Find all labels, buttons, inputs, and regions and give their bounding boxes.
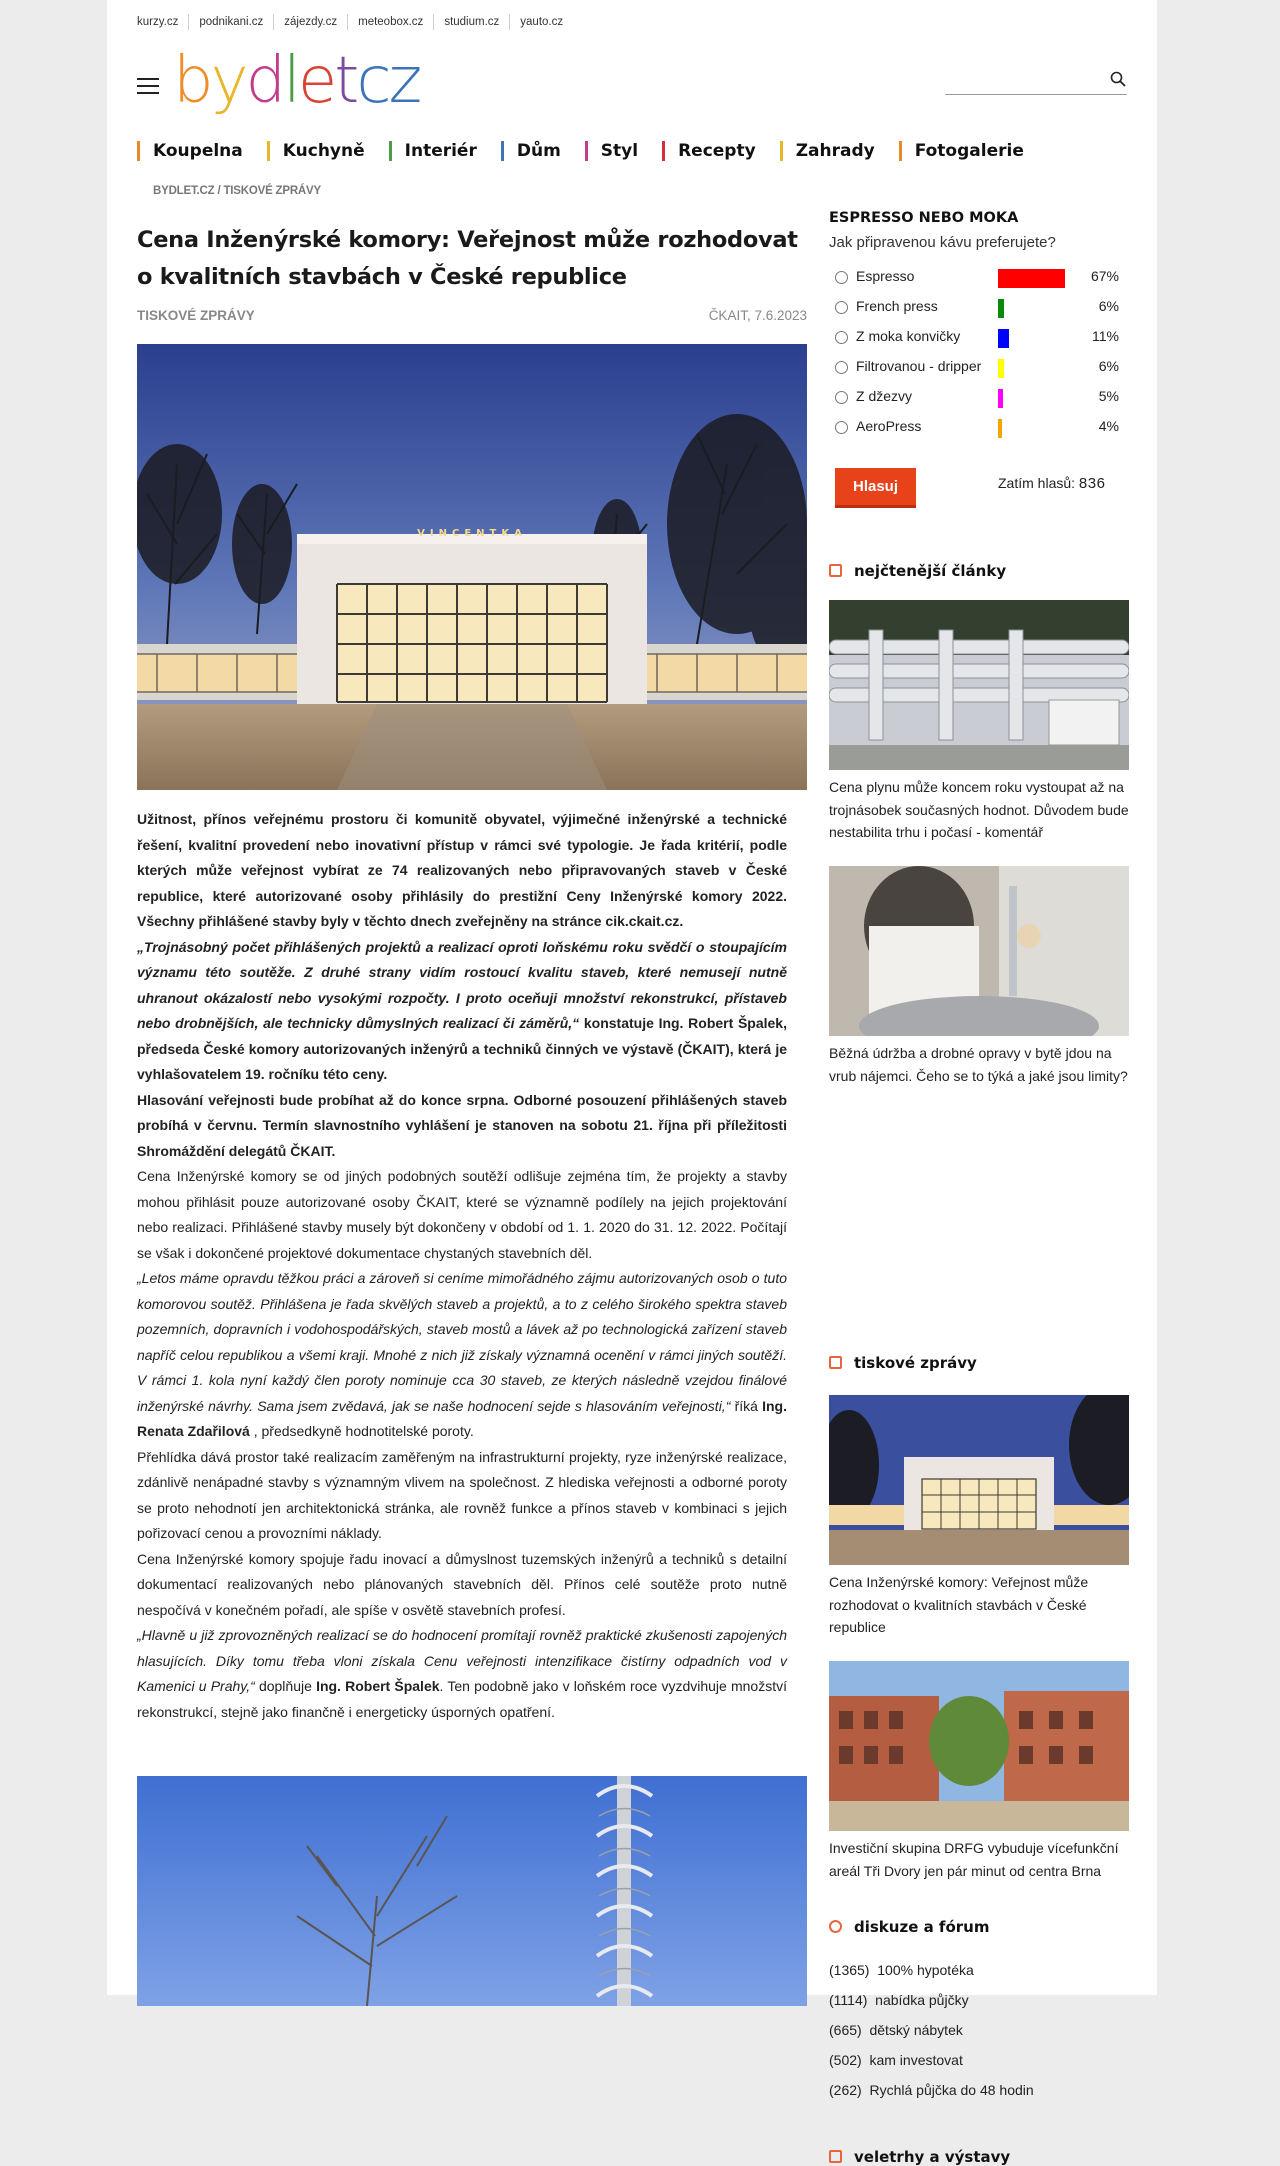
poll-option[interactable] bbox=[829, 265, 1129, 295]
site-logo[interactable]: bydletcz bbox=[173, 44, 420, 118]
poll-question: Jak připravenou kávu preferujete? bbox=[829, 234, 1056, 251]
search-input[interactable] bbox=[945, 66, 1095, 92]
forum-item[interactable] bbox=[829, 1985, 1034, 2015]
poll-result-bar bbox=[998, 359, 1004, 378]
press-title: tiskové zprávy bbox=[854, 1354, 977, 1372]
nav-zahrady[interactable]: Zahrady bbox=[780, 141, 875, 161]
vote-count-value: 836 bbox=[1078, 475, 1106, 492]
press-link-1[interactable]: Cena Inženýrské komory: Veřejnost může rozhodovat o kvalitních stavbách v České republice bbox=[829, 1574, 1089, 1635]
most-read-link-1[interactable]: Cena plynu může koncem roku vystoupat až na trojnásobek současných hodnot. Důvodem bude nestabilita trhu i počasí - komentář bbox=[829, 779, 1129, 840]
quote-attribution: konstatuje Ing. Robert Špalek, předseda České komory autorizovaných inženýrů a techniků činných ve výstavě (ČKAIT), která je vyhlašovatelem 19. ročníku této ceny. bbox=[137, 1015, 787, 1082]
most-read-image-1[interactable] bbox=[829, 600, 1129, 770]
poll-option[interactable] bbox=[829, 295, 1129, 325]
poll-radio[interactable] bbox=[835, 361, 848, 374]
poll-radio[interactable] bbox=[835, 391, 848, 404]
nav-styl[interactable]: Styl bbox=[585, 141, 638, 161]
nav-fotogalerie[interactable]: Fotogalerie bbox=[899, 141, 1024, 161]
article-paragraph: Užitnost, přínos veřejnému prostoru či komunitě obyvatel, výjimečné inženýrské a technické řešení, kvalitní provedení nebo inovativní přístup v rámci své typologie. Je řada kritérií, podle kterých může veřejnost vybírat ze 74 realizovaných nebo připravovaných staveb v České republice, které autorizované osoby přihlásily do prestižní Ceny Inženýrské komory 2022. Všechny přihlášené stavby byly v těchto dnech zveřejněny na stránce cik.ckait.cz. bbox=[137, 811, 787, 929]
forum-link[interactable]: nabídka půjčky bbox=[875, 1992, 969, 2008]
quote-verb: říká bbox=[730, 1397, 763, 1414]
poll-option-label: Z džezvy bbox=[856, 388, 913, 404]
poll-radio[interactable] bbox=[835, 331, 848, 344]
forum-link[interactable]: Rychlá půjčka do 48 hodin bbox=[869, 2082, 1034, 2098]
forum-count: (502) bbox=[829, 2052, 862, 2068]
quote-attribution: . Ten podobně jako v loňském roce vyzdvihuje množství rekonstrukcí, stejně jako finančně i energeticky úsporných opatření. bbox=[137, 1678, 787, 1720]
article-paragraph bbox=[137, 1266, 787, 1445]
poll-percent: 11% bbox=[1092, 328, 1119, 344]
calendar-icon bbox=[829, 2150, 842, 2163]
nav-interier[interactable]: Interiér bbox=[389, 141, 477, 161]
nav-recepty[interactable]: Recepty bbox=[662, 141, 756, 161]
most-read-link-2[interactable]: Běžná údržba a drobné opravy v bytě jdou na vrub nájemci. Čeho se to týká a jaké jsou limity? bbox=[829, 1045, 1128, 1084]
poll-option[interactable] bbox=[829, 385, 1129, 415]
portal-link-kurzy[interactable]: kurzy.cz bbox=[137, 16, 179, 28]
quote-text: „Letos máme opravdu těžkou práci a zároveň si ceníme mimořádného zájmu autorizovaných osob o tuto komorovou soutěž. Přihlášena je řada skvělých staveb a projektů, a to z celého širokého spektra staveb pozemních, dopravních i vodohospodářských, staveb mostů a lávek až po technologická zařízení staveb napříč celou republikou a všemi kraji. Mnohé z nich již získaly významná ocenění v rámci jiných soutěží. V rámci 1. kola nyní každý člen poroty nominuje cca 30 staveb, ze kterých následně vzejdou finálové inženýrské návrhy. Sama jsem zvědavá, jak se naše hodnocení sejde s hlasováním veřejnosti,“ bbox=[137, 1270, 787, 1414]
quote-author: Ing. Robert Špalek bbox=[316, 1678, 440, 1694]
quote-verb: doplňuje bbox=[254, 1678, 317, 1694]
search-box bbox=[945, 66, 1127, 95]
forum-link[interactable]: 100% hypotéka bbox=[877, 1962, 974, 1978]
poll-result-bar bbox=[998, 299, 1004, 318]
portal-link-zajezdy[interactable]: zájezdy.cz bbox=[273, 14, 347, 30]
article-paragraph: Hlasování veřejnosti bude probíhat až do konce srpna. Odborné posouzení přihlášených staveb probíhá v červnu. Termín slavnostního vyhlášení je stanoven na sobotu 21. října při příležitosti Shromáždění delegátů ČKAIT. bbox=[137, 1091, 787, 1159]
poll-radio[interactable] bbox=[835, 421, 848, 434]
breadcrumb-current[interactable]: TISKOVÉ ZPRÁVY bbox=[223, 185, 321, 197]
poll-result-bar bbox=[998, 389, 1003, 408]
article-paragraph: Cena Inženýrské komory spojuje řadu inovací a důmyslnost tuzemských inženýrů a techniků s detailní dokumentací realizovaných nebo plánovaných stavebních děl. Přínos celé soutěže proto nutně nespočívá v konečném pořadí, ale spíše v osvětě stavebních profesí. bbox=[137, 1550, 787, 1618]
poll-option[interactable] bbox=[829, 325, 1129, 355]
forum-count: (1114) bbox=[829, 1992, 868, 2008]
comment-icon bbox=[829, 564, 842, 577]
poll-option-label: AeroPress bbox=[856, 418, 922, 434]
poll-option[interactable] bbox=[829, 415, 1129, 445]
poll-percent: 4% bbox=[1098, 418, 1119, 434]
poll-result-bar bbox=[998, 329, 1009, 348]
nav-kuchyne[interactable]: Kuchyně bbox=[267, 141, 365, 161]
breadcrumb-separator: / bbox=[214, 185, 224, 197]
article-category[interactable]: TISKOVÉ ZPRÁVY bbox=[137, 308, 255, 323]
nav-koupelna[interactable]: Koupelna bbox=[137, 141, 243, 161]
fairs-heading bbox=[829, 2148, 1010, 2166]
page bbox=[107, 0, 1157, 2166]
user-icon bbox=[829, 1920, 842, 1933]
poll-percent: 67% bbox=[1090, 268, 1119, 284]
poll-radio[interactable] bbox=[835, 301, 848, 314]
article-photo-tower bbox=[137, 1776, 807, 2006]
poll-option-label: French press bbox=[856, 298, 938, 314]
menu-icon[interactable] bbox=[137, 78, 159, 94]
breadcrumb-home[interactable]: BYDLET.CZ bbox=[153, 185, 215, 197]
forum-heading bbox=[829, 1918, 989, 1936]
vote-count bbox=[998, 475, 1105, 492]
poll-percent: 6% bbox=[1098, 298, 1119, 314]
article-source-date: ČKAIT, 7.6.2023 bbox=[708, 308, 807, 323]
article-paragraph bbox=[137, 1623, 787, 1725]
most-read-image-2[interactable] bbox=[829, 866, 1129, 1036]
poll-result-bar bbox=[998, 269, 1065, 288]
comment-icon bbox=[829, 1356, 842, 1369]
vote-count-label: Zatím hlasů: bbox=[998, 475, 1076, 491]
poll-percent: 6% bbox=[1098, 358, 1119, 374]
forum-item[interactable] bbox=[829, 2015, 1034, 2045]
poll-radio[interactable] bbox=[835, 271, 848, 284]
nav-dum[interactable]: Dům bbox=[501, 141, 561, 161]
poll-option[interactable] bbox=[829, 355, 1129, 385]
hero-image bbox=[137, 344, 807, 790]
search-icon[interactable] bbox=[1109, 70, 1127, 88]
portal-links bbox=[137, 14, 573, 30]
portal-link-podnikani[interactable]: podnikani.cz bbox=[188, 14, 273, 30]
hero-sign: VINCENTKA bbox=[417, 528, 527, 539]
most-read-heading bbox=[829, 562, 1006, 580]
article-paragraph: Přehlídka dává prostor také realizacím zaměřeným na infrastrukturní projekty, ryze inženýrské realizace, zdánlivě nenápadné stavby s významným vlivem na společnost. Z hlediska veřejnosti a odborné poroty se proto nehodnotí jen architektonická stránka, ale rovněž funkce a přínos staveb v kombinaci s jejich pořizovací cenou a provozními náklady. bbox=[137, 1448, 787, 1541]
poll-option-label: Filtrovanou - dripper bbox=[856, 358, 982, 374]
portal-link-yauto[interactable]: yauto.cz bbox=[509, 14, 573, 30]
quote-text: „Hlavně u již zprovozněných realizací se do hodnocení promítají rovněž praktické zkušenosti zapojených hlasujících. Díky tomu třeba vloni získala Cenu veřejnosti intenzifikace čistírny odpadních vod v Kamenici u Prahy,“ bbox=[137, 1627, 787, 1694]
forum-list bbox=[829, 1955, 1034, 2105]
press-heading bbox=[829, 1354, 977, 1372]
portal-link-studium[interactable]: studium.cz bbox=[433, 14, 509, 30]
vote-button[interactable]: Hlasuj bbox=[835, 468, 916, 508]
quote-author: Ing. Renata Zdařilová bbox=[137, 1397, 787, 1439]
forum-count: (665) bbox=[829, 2022, 862, 2038]
breadcrumb bbox=[153, 185, 321, 197]
quote-text: „Trojnásobný počet přihlášených projektů a realizací oproti loňskému roku svědčí o stoupajícím významu této soutěže. Z druhé strany vidím rostoucí kvalitu staveb, které nemusejí nutně uhranout okázalostí nebo vysokými rozpočty. I proto oceňuji množství rekonstrukcí, přístaveb nebo drobnějších, ale technicky důmyslných realizací či záměrů,“ bbox=[137, 938, 787, 1031]
poll-title: ESPRESSO NEBO MOKA bbox=[829, 210, 1019, 226]
most-read-title: nejčtenější články bbox=[854, 562, 1007, 580]
forum-count: (1365) bbox=[829, 1962, 870, 1978]
press-link-2[interactable]: Investiční skupina DRFG vybuduje vícefunkční areál Tři Dvory jen pár minut od centra Brna bbox=[829, 1840, 1119, 1879]
poll-option-label: Z moka konvičky bbox=[856, 328, 961, 344]
poll-result-bar bbox=[998, 419, 1002, 438]
press-image-2[interactable] bbox=[829, 1661, 1129, 1831]
portal-link-meteobox[interactable]: meteobox.cz bbox=[347, 14, 433, 30]
forum-item[interactable] bbox=[829, 2075, 1034, 2105]
poll-percent: 5% bbox=[1098, 388, 1119, 404]
forum-link[interactable]: kam investovat bbox=[869, 2052, 963, 2068]
forum-count: (262) bbox=[829, 2082, 862, 2098]
article bbox=[137, 222, 807, 1720]
article-paragraph: Cena Inženýrské komory se od jiných podobných soutěží odlišuje zejména tím, že projekty a stavby mohou přihlásit pouze autorizované osoby ČKAIT, které se významně podílely na jejich projektování nebo realizaci. Přihlášené stavby musely být dokončeny v období od 1. 1. 2020 do 31. 12. 2022. Počítají se však i dokončené projektové dokumentace chystaných stavebních děl. bbox=[137, 1168, 787, 1261]
poll-options bbox=[829, 265, 1129, 445]
article-title: Cena Inženýrské komory: Veřejnost může rozhodovat o kvalitních stavbách v České republice bbox=[137, 227, 798, 290]
forum-item[interactable] bbox=[829, 1955, 1034, 1985]
article-meta bbox=[137, 308, 807, 332]
forum-link[interactable]: dětský nábytek bbox=[869, 2022, 963, 2038]
forum-title: diskuze a fórum bbox=[854, 1918, 990, 1936]
forum-item[interactable] bbox=[829, 2045, 1034, 2075]
article-paragraph bbox=[137, 935, 787, 1088]
fairs-title: veletrhy a výstavy bbox=[854, 2148, 1011, 2166]
quote-attribution: , předsedkyně hodnotitelské poroty. bbox=[249, 1423, 474, 1439]
main-nav bbox=[137, 141, 1048, 161]
poll-option-label: Espresso bbox=[856, 268, 915, 284]
article-body bbox=[137, 807, 787, 1725]
press-image-1[interactable] bbox=[829, 1395, 1129, 1565]
sidebar bbox=[829, 210, 1129, 2166]
